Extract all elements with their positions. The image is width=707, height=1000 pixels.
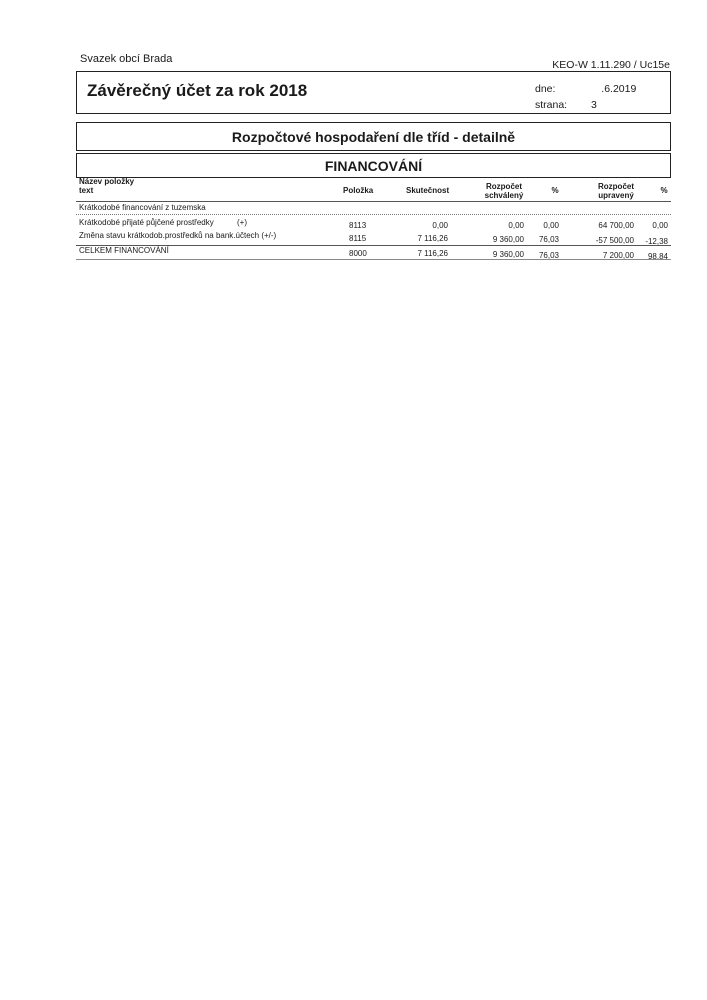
row-actual: 0,00	[432, 221, 448, 230]
row-name: Změna stavu krátkodob.prostředků na bank.účtech (+/-)	[79, 231, 277, 240]
row-item: 8113	[349, 221, 367, 230]
col-adjusted-subheader: upravený	[598, 191, 634, 200]
table-bottom-line	[76, 259, 671, 260]
row-approved: 9 360,00	[492, 235, 524, 244]
row-item: 8115	[349, 234, 367, 243]
row-actual: 7 116,26	[417, 234, 448, 243]
row-approved: 0,00	[508, 221, 524, 230]
date-label: dne:	[535, 83, 556, 95]
page-value: 3	[590, 99, 597, 111]
col-adjusted-header: Rozpočet	[598, 182, 634, 191]
header-divider	[76, 201, 671, 202]
total-pct2: 98,84	[647, 252, 668, 261]
row-adjusted: -57 500,00	[595, 236, 634, 245]
row-pct1: 0,00	[543, 221, 559, 230]
col-approved-subheader: schválený	[484, 191, 524, 200]
total-label: CELKEM FINANCOVÁNÍ	[79, 246, 169, 255]
section-title: Rozpočtové hospodaření dle tříd - detailně	[76, 122, 671, 151]
col-pct2-header: %	[660, 186, 668, 195]
row-pct2: 0,00	[652, 221, 668, 230]
total-item: 8000	[349, 249, 367, 258]
page-row	[535, 99, 597, 111]
report-code: KEO-W 1.11.290 / Uc15e	[552, 59, 670, 71]
row-name: Krátkodobé přijaté půjčené prostředky	[79, 218, 214, 227]
col-name-subheader: text	[79, 186, 94, 195]
report-title: Závěrečný účet za rok 2018	[87, 81, 308, 100]
col-approved-header: Rozpočet	[486, 182, 522, 191]
organization-name: Svazek obcí Brada	[80, 53, 173, 65]
col-item-header: Položka	[343, 186, 374, 195]
total-adjusted: 7 200,00	[602, 251, 634, 260]
total-approved: 9 360,00	[492, 250, 524, 259]
col-name-header: Název položky	[79, 177, 135, 186]
row-sign: (+)	[237, 218, 247, 227]
title-box	[76, 71, 671, 114]
total-actual: 7 116,26	[417, 249, 448, 258]
row-pct1: 76,03	[538, 235, 559, 244]
page-label: strana:	[535, 99, 568, 111]
row-adjusted: 64 700,00	[598, 221, 634, 230]
total-pct1: 76,03	[538, 251, 559, 260]
group-label: Krátkodobé financování z tuzemska	[79, 203, 206, 212]
row-pct2: -12,38	[645, 237, 668, 246]
col-pct1-header: %	[551, 186, 559, 195]
subsection-title: FINANCOVÁNÍ	[76, 153, 671, 178]
date-row	[535, 83, 636, 95]
group-divider	[76, 214, 671, 215]
col-actual-header: Skutečnost	[406, 186, 450, 195]
date-value: .6.2019	[601, 83, 637, 95]
